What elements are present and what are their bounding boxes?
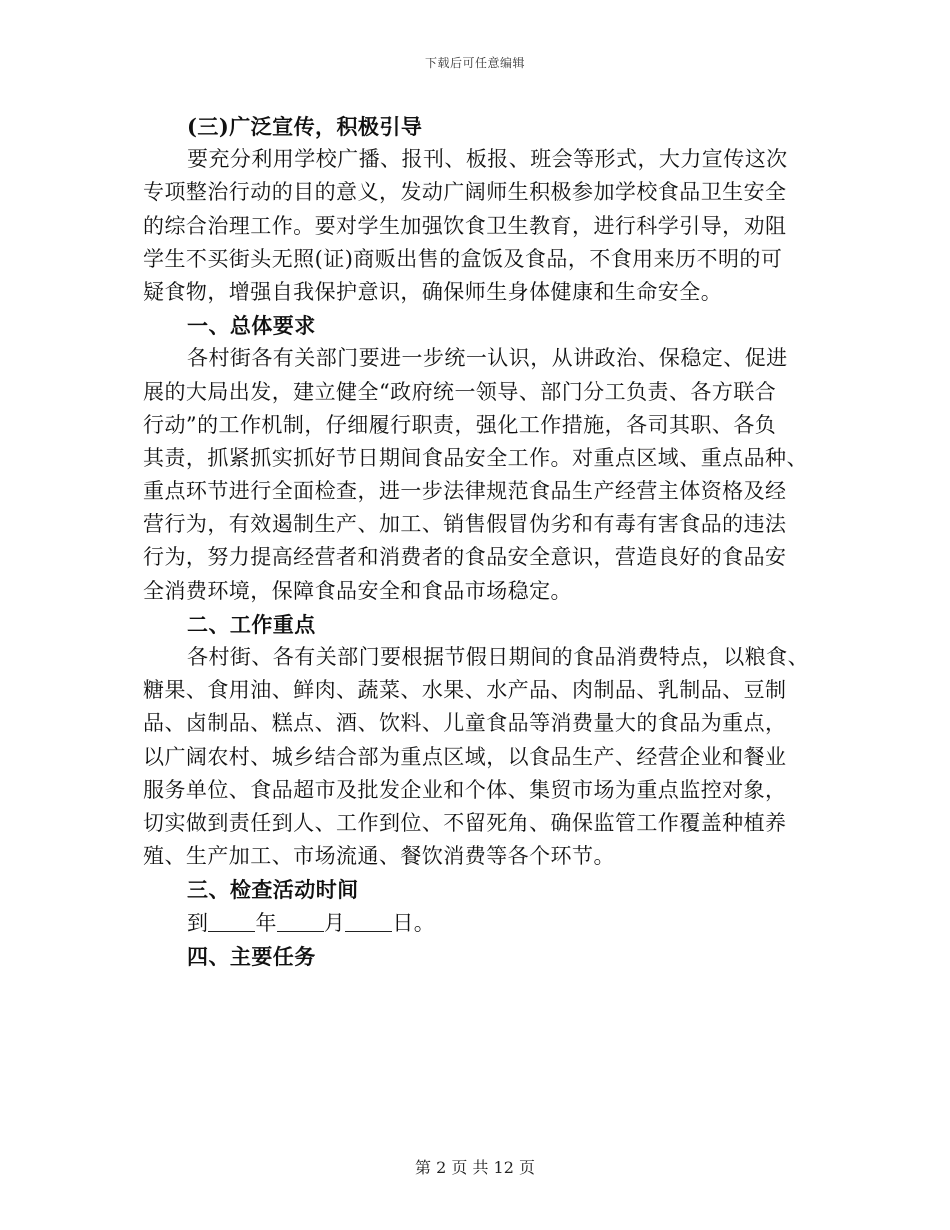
paragraph-line: 要充分利用学校广播、报刊、板报、班会等形式，大力宣传这次 bbox=[187, 147, 788, 172]
month-blank bbox=[277, 911, 324, 932]
paragraph-line: 全消费环境，保障食品安全和食品市场稳定。 bbox=[143, 578, 572, 603]
year-blank bbox=[208, 911, 255, 932]
document-body bbox=[143, 110, 810, 973]
paragraph-line: 重点环节进行全面检查，进一步法律规范食品生产经营主体资格及经 bbox=[143, 479, 787, 504]
page-footer: 第 2 页 共 12 页 bbox=[415, 1158, 535, 1177]
text-lines bbox=[143, 110, 810, 907]
paragraph-line: 专项整治行动的目的意义，发动广阔师生积极参加学校食品卫生安全 bbox=[143, 180, 787, 205]
paragraph-line: 展的大局出发，建立健全“政府统一领导、部门分工负责、各方联合 bbox=[143, 379, 777, 404]
paragraph-line: 品、卤制品、糕点、酒、饮料、儿童食品等消费量大的食品为重点， bbox=[143, 711, 787, 736]
date-line bbox=[143, 907, 803, 940]
day-blank bbox=[345, 911, 392, 932]
section-heading: 三、检查活动时间 bbox=[187, 877, 359, 903]
date-prefix: 到 bbox=[187, 910, 209, 935]
section-heading: 二、工作重点 bbox=[187, 611, 316, 637]
paragraph-line: 营行为，有效遏制生产、加工、销售假冒伪劣和有毒有害食品的违法 bbox=[143, 512, 787, 537]
paragraph-line: 切实做到责任到人、工作到位、不留死角、确保监管工作覆盖种植养 bbox=[143, 810, 787, 835]
paragraph-line: 殖、生产加工、市场流通、餐饮消费等各个环节。 bbox=[143, 844, 615, 869]
section-heading: (三)广泛宣传，积极引导 bbox=[187, 114, 423, 139]
paragraph-line: 各村街各有关部门要进一步统一认识，从讲政治、保稳定、促进 bbox=[187, 346, 788, 371]
section-heading: 一、总体要求 bbox=[187, 313, 316, 339]
paragraph-line: 疑食物，增强自我保护意识，确保师生身体健康和生命安全。 bbox=[143, 279, 723, 304]
day-label: 日。 bbox=[392, 910, 436, 935]
paragraph-line: 各村街、各有关部门要根据节假日期间的食品消费特点，以粮食、 bbox=[187, 645, 810, 669]
paragraph-line: 行为，努力提高经营者和消费者的食品安全意识，营造良好的食品安 bbox=[143, 545, 787, 570]
section-heading: 四、主要任务 bbox=[187, 943, 316, 969]
paragraph-line: 糖果、食用油、鲜肉、蔬菜、水果、水产品、肉制品、乳制品、豆制 bbox=[143, 678, 787, 703]
paragraph-line: 服务单位、食品超市及批发企业和个体、集贸市场为重点监控对象， bbox=[143, 777, 787, 802]
year-label: 年 bbox=[255, 910, 277, 935]
page-header: 下载后可任意编辑 bbox=[424, 56, 525, 70]
month-label: 月 bbox=[323, 910, 346, 935]
paragraph-line: 行动”的工作机制，仔细履行职责，强化工作措施，各司其职、各负 bbox=[143, 412, 777, 437]
paragraph-line: 学生不买街头无照(证)商贩出售的盒饭及食品，不食用来历不明的可 bbox=[143, 246, 783, 271]
paragraph-line: 以广阔农村、城乡结合部为重点区域，以食品生产、经营企业和餐业 bbox=[143, 744, 787, 769]
paragraph-line: 其责，抓紧抓实抓好节日期间食品安全工作。对重点区域、重点品种、 bbox=[143, 445, 808, 470]
paragraph-line: 的综合治理工作。要对学生加强饮食卫生教育，进行科学引导，劝阻 bbox=[143, 213, 787, 238]
